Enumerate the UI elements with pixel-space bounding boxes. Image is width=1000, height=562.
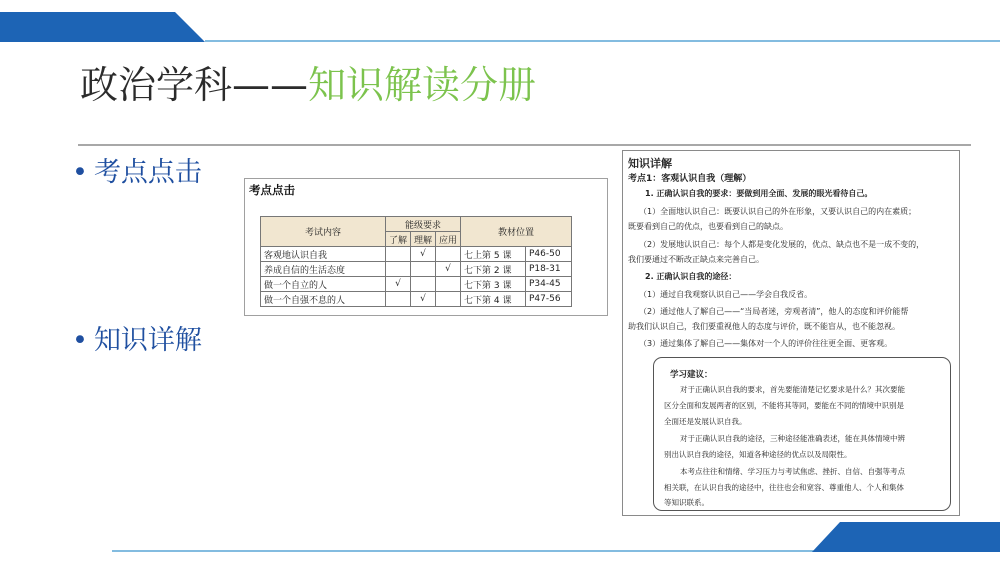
cell-lesson: 七上第 5 课: [461, 247, 526, 262]
title-sub: 知识解读分册: [308, 63, 537, 107]
table-row: [261, 292, 572, 307]
col-content: 考试内容: [261, 217, 386, 247]
advice-line: 对于正确认识自我的要求，首先要能清楚记忆要求是什么？其次要能: [680, 385, 905, 394]
bullet-label: 考点点击: [93, 157, 202, 188]
exam-table: [260, 216, 572, 307]
knowledge-line: 2. 正确认识自我的途径：: [645, 272, 737, 281]
bottom-blue-wedge: [812, 522, 1000, 552]
knowledge-card-heading: 知识详解: [628, 157, 672, 170]
cell-pages: P47-56: [526, 292, 572, 307]
knowledge-line: （2）通过他人了解自己——“当局者迷，旁观者清”，他人的态度和评价能帮: [639, 307, 909, 316]
knowledge-line: 1. 正确认识自我的要求：要做到用全面、发展的眼光看待自己。: [645, 189, 873, 198]
col-textbook: 教材位置: [461, 217, 572, 247]
cell-content: 客观地认识自我: [261, 247, 386, 262]
cell-know: [386, 292, 411, 307]
bullet-knowledge-detail: [72, 318, 202, 357]
table-row: [261, 262, 572, 277]
top-blue-wedge: [0, 12, 205, 42]
bottom-decor-band: [0, 520, 1000, 562]
cell-apply: [436, 247, 461, 262]
cell-know: [386, 262, 411, 277]
exam-card-heading: 考点点击: [249, 183, 295, 197]
col-level: 能级要求: [386, 217, 461, 232]
cell-lesson: 七下第 2 课: [461, 262, 526, 277]
cell-apply: √: [436, 262, 461, 277]
cell-pages: P46-50: [526, 247, 572, 262]
advice-line: 对于正确认识自我的途径，三种途径能准确表述，能在具体情境中辨: [680, 434, 905, 443]
cell-know: √: [386, 277, 411, 292]
knowledge-line: （2）发展地认识自己：每个人都是变化发展的，优点、缺点也不是一成不变的，: [639, 240, 925, 249]
knowledge-detail-card: [622, 150, 960, 516]
knowledge-line: （3）通过集体了解自己——集体对一个人的评价往往更全面、更客观。: [639, 339, 893, 348]
advice-line: 别出认识自我的途径，知道各种途径的优点以及局限性。: [664, 450, 852, 459]
table-row: [261, 247, 572, 262]
study-advice-box: [653, 357, 951, 511]
col-know: 了解: [386, 232, 411, 247]
knowledge-line: （1）全面地认识自己：既要认识自己的外在形象，又要认识自己的内在素质；: [639, 207, 917, 216]
knowledge-point-title: 考点1：客观认识自我（理解）: [628, 174, 752, 184]
advice-line: 全面还是发展认识自我。: [664, 417, 747, 426]
knowledge-line: 助我们认识自己，我们要重视他人的态度与评价，既不能盲从，也不能忽视。: [628, 322, 900, 331]
cell-content: 做一个自立的人: [261, 277, 386, 292]
knowledge-line: 既要看到自己的优点，也要看到自己的缺点。: [628, 222, 788, 231]
advice-line: 相关联，在认识自我的途径中，往往也会和宽容、尊重他人、个人和集体: [664, 483, 904, 492]
advice-line: 本考点往往和情绪、学习压力与考试焦虑、挫折、自信、自强等考点: [680, 467, 905, 476]
cell-content: 养成自信的生活态度: [261, 262, 386, 277]
cell-understand: [411, 262, 436, 277]
advice-line: 等知识联系。: [664, 498, 709, 507]
cell-know: [386, 247, 411, 262]
bullet-marker: •: [72, 157, 88, 188]
cell-lesson: 七下第 4 课: [461, 292, 526, 307]
top-decor-band: [0, 0, 1000, 42]
study-advice-heading: 学习建议：: [670, 370, 713, 380]
cell-apply: [436, 277, 461, 292]
advice-line: 区分全面和发展两者的区别，不能将其等同，要能在不同的情境中识别是: [664, 401, 904, 410]
col-apply: 应用: [436, 232, 461, 247]
cell-understand: √: [411, 247, 436, 262]
cell-content: 做一个自强不息的人: [261, 292, 386, 307]
cell-apply: [436, 292, 461, 307]
title-divider: [78, 144, 971, 146]
cell-pages: P34-45: [526, 277, 572, 292]
cell-pages: P18-31: [526, 262, 572, 277]
table-row: [261, 277, 572, 292]
knowledge-line: 我们要通过不断改正缺点来完善自己。: [628, 255, 764, 264]
bullet-marker: •: [72, 325, 88, 356]
knowledge-line: （1）通过自我观察认识自己——学会自我反省。: [639, 290, 813, 299]
bullet-exam-points: [72, 150, 202, 189]
title-main: 政治学科——: [80, 63, 309, 107]
col-understand: 理解: [411, 232, 436, 247]
exam-points-card: [244, 178, 608, 316]
cell-understand: [411, 277, 436, 292]
slide-title: [80, 60, 536, 110]
cell-lesson: 七下第 3 课: [461, 277, 526, 292]
cell-understand: √: [411, 292, 436, 307]
bullet-label: 知识详解: [93, 325, 202, 356]
